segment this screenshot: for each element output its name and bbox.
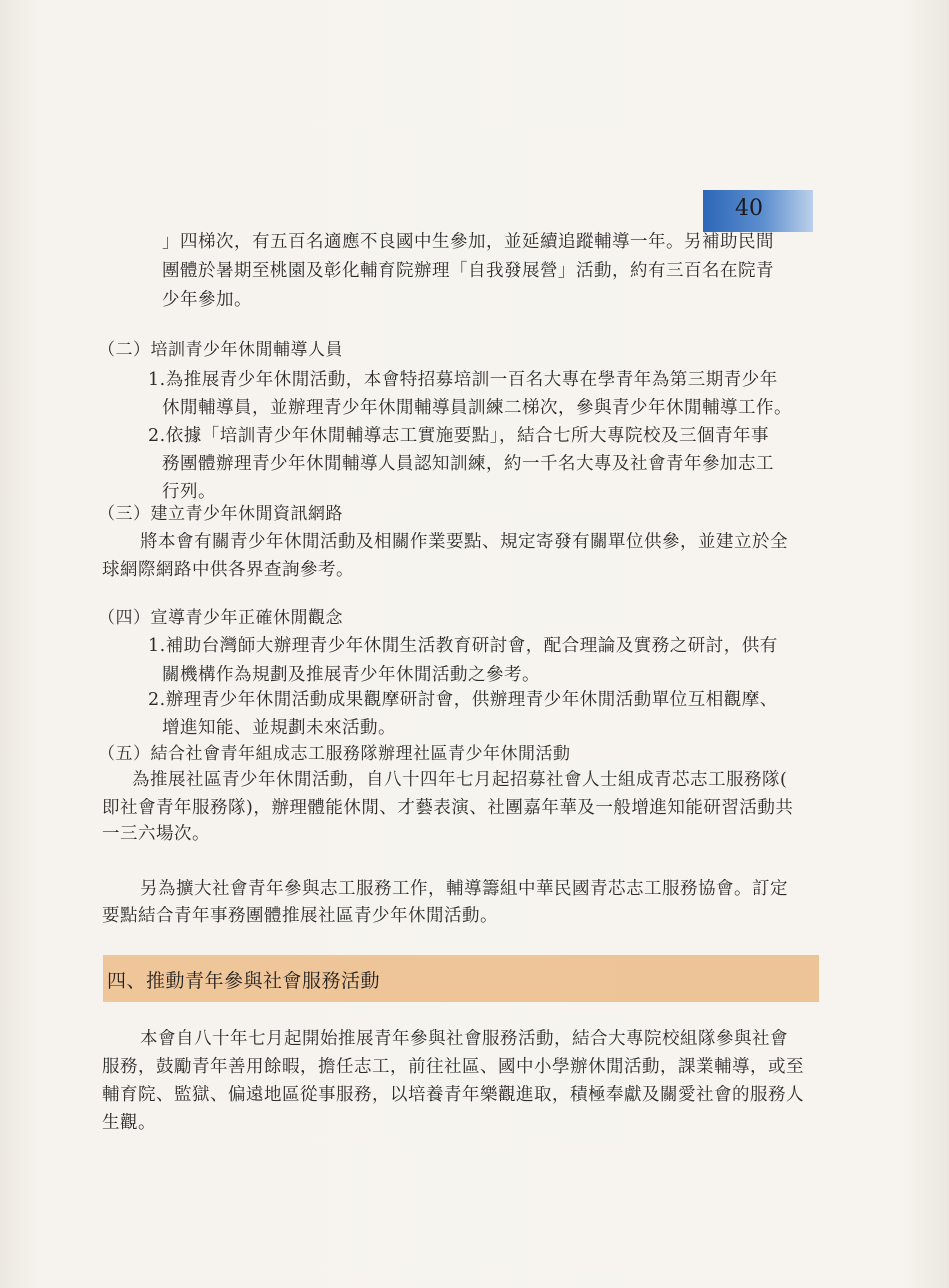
section-four-line1: 本會自八十年七月起開始推展青年參與社會服務活動，結合大專院校組隊參與社會 — [140, 1029, 788, 1049]
section3-line2: 球網際網路中供各界查詢參考。 — [102, 560, 354, 580]
intro-line-1: 」四梯次，有五百名適應不良國中生參加，並延續追蹤輔導一年。另補助民間 — [162, 232, 774, 252]
section2-heading: （二）培訓青少年休閒輔導人員 — [98, 340, 343, 360]
section-four-line3: 輔育院、監獄、偏遠地區從事服務，以培養青年樂觀進取，積極奉獻及關愛社會的服務人 — [102, 1085, 804, 1105]
section4-item1-line1: 1.補助台灣師大辦理青少年休閒生活教育研討會，配合理論及實務之研討，供有 — [148, 636, 778, 656]
section5-line2: 即社會青年服務隊)，辦理體能休閒、才藝表演、社團嘉年華及一般增進知能研習活動共 — [102, 798, 794, 818]
section5-extra-line2: 要點結合青年事務團體推展社區青少年休閒活動。 — [102, 906, 498, 926]
section-four-line4: 生觀。 — [102, 1113, 156, 1133]
intro-line-3: 少年參加。 — [162, 290, 252, 310]
section2-item1-line1: 1.為推展青少年休閒活動，本會特招募培訓一百名大專在學青年為第三期青少年 — [148, 370, 778, 390]
section4-heading: （四）宣導青少年正確休閒觀念 — [98, 608, 343, 628]
section3-line1: 將本會有關青少年休閒活動及相關作業要點、規定寄發有關單位供參，並建立於全 — [140, 532, 788, 552]
page-number: 40 — [735, 196, 763, 221]
section2-item2-line3: 行列。 — [162, 482, 216, 502]
intro-line-2: 團體於暑期至桃園及彰化輔育院辦理「自我發展營」活動，約有三百名在院青 — [162, 261, 774, 281]
section2-item2-line1: 2.依據「培訓青少年休閒輔導志工實施要點」，結合七所大專院校及三個青年事 — [148, 426, 769, 446]
section5-line1: 為推展社區青少年休閒活動，自八十四年七月起招募社會人士組成青芯志工服務隊( — [132, 770, 788, 790]
section2-item1-line2: 休閒輔導員，並辦理青少年休閒輔導員訓練二梯次，參與青少年休閒輔導工作。 — [162, 398, 792, 418]
section-four-title: 四、推動青年參與社會服務活動 — [107, 970, 381, 992]
section-four-line2: 服務，鼓勵青年善用餘暇，擔任志工，前往社區、國中小學辦休閒活動，課業輔導，或至 — [102, 1057, 804, 1077]
section5-heading: （五）結合社會青年組成志工服務隊辦理社區青少年休閒活動 — [98, 744, 571, 764]
section5-line3: 一三六場次。 — [102, 824, 210, 844]
section3-heading: （三）建立青少年休閒資訊網路 — [98, 504, 343, 524]
section2-item2-line2: 務團體辦理青少年休閒輔導人員認知訓練，約一千名大專及社會青年參加志工 — [162, 454, 774, 474]
page-number-tab — [703, 190, 813, 232]
section4-item1-line2: 關機構作為規劃及推展青少年休閒活動之參考。 — [162, 665, 540, 685]
section-four-title-bar — [103, 955, 819, 1002]
section5-extra-line1: 另為擴大社會青年參與志工服務工作，輔導籌組中華民國青芯志工服務協會。訂定 — [140, 879, 788, 899]
section4-item2-line2: 增進知能、並規劃未來活動。 — [162, 718, 396, 738]
section4-item2-line1: 2.辦理青少年休閒活動成果觀摩研討會，供辦理青少年休閒活動單位互相觀摩、 — [148, 690, 778, 710]
